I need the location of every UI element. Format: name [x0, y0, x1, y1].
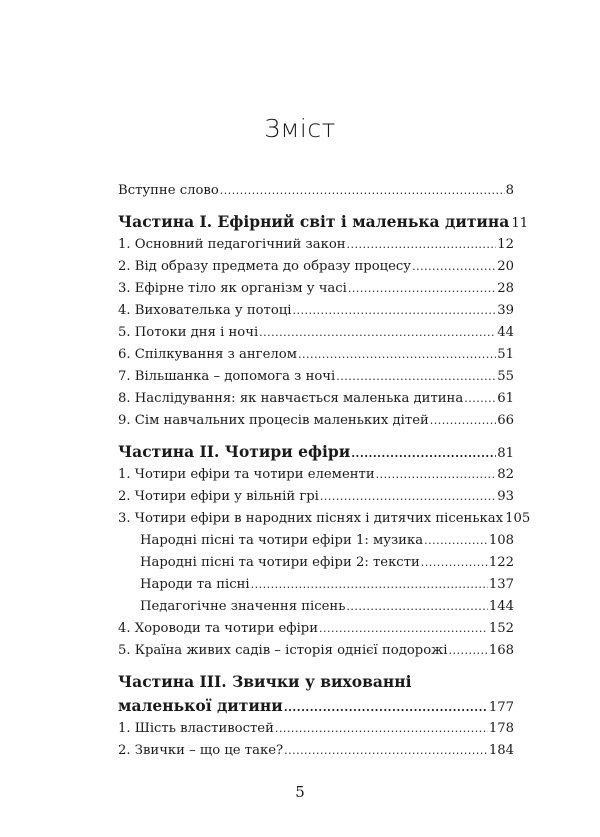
toc-entry[interactable]: [118, 256, 514, 278]
toc-entry-page: 184: [488, 743, 514, 758]
toc-entry-page: 8: [505, 183, 514, 198]
toc-entry-title: 1. Чотири ефіри та чотири елементи: [118, 467, 375, 482]
dot-leader: [346, 596, 487, 618]
toc-entry-title: Частина II. Чотири ефіри: [118, 442, 351, 461]
toc-entry-page: 108: [488, 533, 514, 548]
dot-leader: [259, 322, 496, 344]
page-number: 5: [295, 783, 305, 801]
toc-entry-page: 44: [497, 325, 514, 340]
toc-entry[interactable]: [118, 486, 514, 508]
table-of-contents: [118, 180, 531, 762]
toc-entry[interactable]: [118, 322, 514, 344]
dot-leader: [298, 344, 496, 366]
dot-leader: [424, 530, 488, 552]
page-title: Зміст: [264, 114, 336, 143]
dot-leader: [376, 464, 497, 486]
toc-entry-title: Частина I. Ефірний світ і маленька дитина: [118, 212, 510, 231]
toc-entry[interactable]: [118, 530, 514, 552]
toc-entry[interactable]: [118, 574, 514, 596]
dot-leader: [449, 640, 488, 662]
toc-part-heading-continued[interactable]: [118, 694, 514, 718]
toc-part-heading[interactable]: [118, 210, 529, 234]
toc-entry-page: 28: [497, 281, 514, 296]
dot-leader: [284, 740, 488, 762]
dot-leader: [412, 256, 496, 278]
dot-leader: [336, 366, 496, 388]
dot-leader: [320, 486, 496, 508]
toc-entry-title: 2. Чотири ефіри у вільній грі: [118, 489, 319, 504]
toc-entry[interactable]: [118, 740, 514, 762]
toc-entry-page: 177: [488, 700, 514, 715]
toc-entry-page: 144: [488, 599, 514, 614]
toc-part-heading[interactable]: [118, 440, 514, 464]
dot-leader: [348, 278, 496, 300]
toc-entry-page: 12: [497, 237, 514, 252]
toc-entry-title: Народи та пісні: [140, 577, 250, 592]
dot-leader: [421, 552, 488, 574]
toc-entry-page: 93: [497, 489, 514, 504]
toc-entry-page: 122: [488, 555, 514, 570]
toc-entry-title: Народні пісні та чотири ефіри 1: музика: [140, 533, 424, 548]
toc-entry-page: 178: [488, 721, 514, 736]
toc-entry-page: 137: [488, 577, 514, 592]
toc-entry-title: Вступне слово: [118, 183, 219, 198]
toc-entry[interactable]: [118, 234, 514, 256]
toc-entry-title: 2. Звички – що це таке?: [118, 743, 284, 758]
toc-entry[interactable]: [118, 464, 514, 486]
dot-leader: [220, 180, 505, 202]
toc-entry-title: Народні пісні та чотири ефіри 2: тексти: [140, 555, 420, 570]
toc-entry-page: 61: [497, 391, 514, 406]
toc-entry-title: маленької дитини: [118, 696, 283, 715]
toc-entry-title: Частина III. Звички у вихованні: [118, 672, 412, 691]
dot-leader: [284, 696, 488, 720]
toc-entry[interactable]: [118, 552, 514, 574]
toc-entry-page: 11: [511, 216, 529, 231]
dot-leader: [351, 442, 496, 466]
toc-entry[interactable]: [118, 618, 514, 640]
toc-entry[interactable]: [118, 410, 514, 432]
toc-entry-title: 4. Хороводи та чотири ефіри: [118, 621, 319, 636]
toc-entry-page: 66: [497, 413, 514, 428]
dot-leader: [464, 388, 496, 410]
toc-entry-title: 5. Потоки дня і ночі: [118, 325, 259, 340]
dot-leader: [430, 410, 496, 432]
dot-leader: [347, 234, 497, 256]
toc-entry-title: 1. Шість властивостей: [118, 721, 274, 736]
toc-entry[interactable]: [118, 640, 514, 662]
toc-entry-title: 5. Країна живих садів – історія однієї подорожі: [118, 643, 448, 658]
toc-entry[interactable]: [118, 180, 514, 202]
toc-entry-title: 3. Чотири ефіри в народних піснях і дитячих пісеньках: [118, 511, 504, 526]
toc-entry[interactable]: [118, 718, 514, 740]
toc-entry[interactable]: [118, 366, 514, 388]
toc-entry-page: 105: [505, 511, 531, 526]
toc-entry[interactable]: [118, 388, 514, 410]
toc-entry-title: 4. Вихователька у потоці: [118, 303, 292, 318]
toc-entry-title: 8. Наслідування: як навчається маленька дитина: [118, 391, 464, 406]
dot-leader: [275, 718, 488, 740]
toc-entry-page: 82: [497, 467, 514, 482]
toc-entry-page: 168: [488, 643, 514, 658]
toc-entry[interactable]: [118, 278, 514, 300]
toc-entry-page: 39: [497, 303, 514, 318]
toc-entry[interactable]: [118, 344, 514, 366]
toc-entry-title: 9. Сім навчальних процесів маленьких дітей: [118, 413, 429, 428]
toc-entry[interactable]: [118, 596, 514, 618]
dot-leader: [319, 618, 488, 640]
dot-leader: [293, 300, 497, 322]
dot-leader: [251, 574, 488, 596]
toc-entry-page: 20: [497, 259, 514, 274]
toc-entry-page: 51: [497, 347, 514, 362]
toc-part-heading[interactable]: [118, 670, 514, 694]
toc-entry-title: 6. Спілкування з ангелом: [118, 347, 297, 362]
toc-entry-title: 7. Вільшанка – допомога з ночі: [118, 369, 336, 384]
toc-entry-title: 3. Ефірне тіло як організм у часі: [118, 281, 347, 296]
toc-entry-page: 152: [488, 621, 514, 636]
toc-entry-title: 2. Від образу предмета до образу процесу: [118, 259, 412, 274]
toc-entry-title: 1. Основний педагогічний закон: [118, 237, 346, 252]
toc-entry-title: Педагогічне значення пісень: [140, 599, 346, 614]
toc-entry[interactable]: [118, 300, 514, 322]
toc-entry[interactable]: [118, 508, 531, 530]
toc-entry-page: 81: [497, 446, 514, 461]
toc-entry-page: 55: [497, 369, 514, 384]
